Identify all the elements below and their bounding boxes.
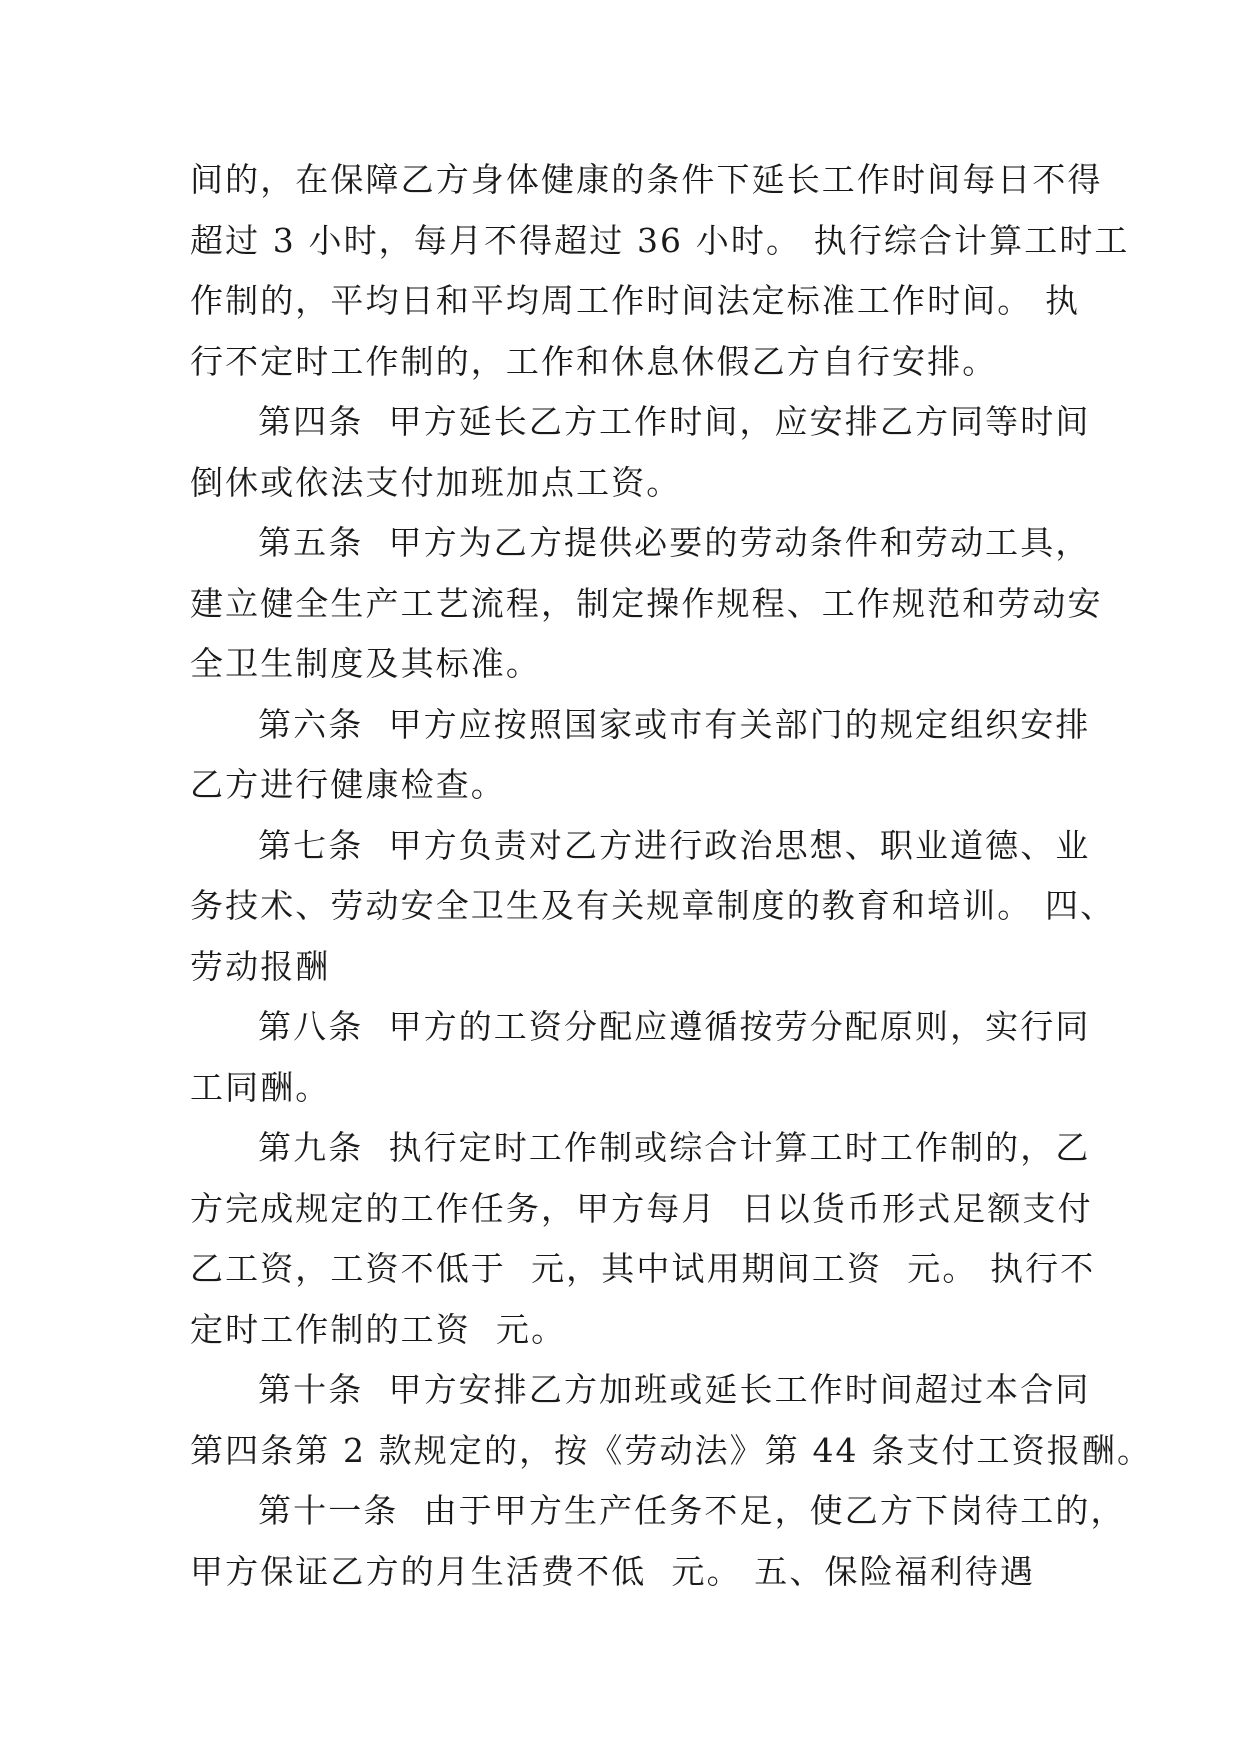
article-9-line: 第九条 执行定时工作制或综合计算工时工作制的，乙: [258, 1128, 1091, 1167]
text-line: 工同酬。: [190, 1067, 331, 1107]
text-line: 方完成规定的工作任务，甲方每月 日以货币形式足额支付: [190, 1188, 1093, 1228]
text-line: 倒休或依法支付加班加点工资。: [190, 462, 682, 502]
text-line: 定时工作制的工资 元。: [190, 1309, 567, 1349]
article-5-line: 第五条 甲方为乙方提供必要的劳动条件和劳动工具，: [258, 523, 1091, 562]
text-line: 超过 3 小时，每月不得超过 36 小时。 执行综合计算工时工: [190, 220, 1130, 260]
text-line: 第四条第 2 款规定的，按《劳动法》第 44 条支付工资报酬。: [190, 1430, 1153, 1470]
text-line: 行不定时工作制的，工作和休息休假乙方自行安排。: [190, 341, 998, 381]
article-7-line: 第七条 甲方负责对乙方进行政治思想、职业道德、业: [258, 825, 1091, 865]
article-4-line: 第四条 甲方延长乙方工作时间，应安排乙方同等时间: [258, 402, 1091, 441]
article-6-line: 第六条 甲方应按照国家或市有关部门的规定组织安排: [258, 704, 1091, 744]
text-line: 建立健全生产工艺流程，制定操作规程、工作规范和劳动安: [190, 583, 1103, 623]
text-line: 乙工资，工资不低于 元，其中试用期间工资 元。 执行不: [190, 1249, 1096, 1288]
text-line: 全卫生制度及其标准。: [190, 644, 541, 683]
text-line: 乙方进行健康检查。: [190, 765, 506, 804]
article-11-line: 第十一条 由于甲方生产任务不足，使乙方下岗待工的，: [258, 1491, 1126, 1530]
article-10-line: 第十条 甲方安排乙方加班或延长工作时间超过本合同: [258, 1370, 1091, 1409]
article-8-line: 第八条 甲方的工资分配应遵循按劳分配原则，实行同: [258, 1007, 1091, 1046]
text-line: 甲方保证乙方的月生活费不低 元。 五、保险福利待遇: [190, 1551, 1036, 1591]
text-line: 间的，在保障乙方身体健康的条件下延长工作时间每日不得: [190, 160, 1103, 199]
text-line: 务技术、劳动安全卫生及有关规章制度的教育和培训。 四、: [190, 886, 1116, 925]
contract-text-body: [190, 150, 1153, 1602]
section-heading-line: 劳动报酬: [190, 946, 331, 986]
text-line: 作制的，平均日和平均周工作时间法定标准工作时间。 执: [190, 281, 1081, 320]
